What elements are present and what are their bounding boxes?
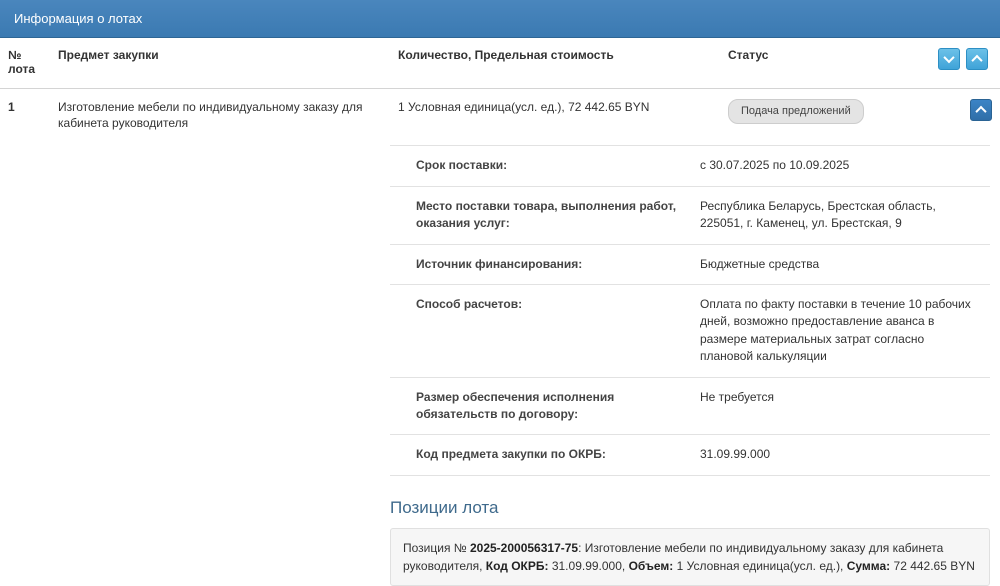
lots-table — [0, 38, 1000, 141]
detail-row-funding-source — [390, 244, 990, 284]
collapse-all-button[interactable] — [938, 48, 960, 70]
lot-details-body — [390, 146, 990, 475]
lot-status-cell — [720, 89, 1000, 142]
position-number: 2025-200056317-75 — [469, 540, 579, 555]
header-toggle-controls — [938, 48, 992, 70]
status-cell-inner — [728, 99, 992, 124]
detail-row-payment-method — [390, 284, 990, 377]
position-okrb-value: 31.09.99.000, — [548, 558, 629, 573]
column-header-quantity: Количество, Предельная стоимость — [390, 38, 720, 89]
column-header-lot-number-line2: лота — [8, 62, 36, 76]
position-description: : Изготовление мебели по индивидуальному заказу для кабинета руководителя, — [403, 540, 944, 573]
position-sum-value: 72 442.65 BYN — [890, 558, 975, 573]
column-header-lot-number-line1: № — [8, 48, 22, 62]
panel-title: Информация о лотах — [14, 11, 143, 26]
detail-label: Способ расчетов: — [416, 296, 523, 311]
lot-subject-cell: Изготовление мебели по индивидуальному заказу для кабинета руководителя — [58, 100, 363, 131]
lot-number-cell: 1 — [8, 100, 15, 114]
detail-row-performance-security — [390, 377, 990, 435]
detail-row-delivery-place — [390, 186, 990, 244]
position-volume-label: Объем: — [628, 558, 674, 573]
detail-label: Срок поставки: — [416, 158, 508, 173]
lots-table-head — [0, 38, 1000, 89]
column-header-subject: Предмет закупки — [50, 38, 390, 89]
lots-table-header-row — [0, 38, 1000, 89]
detail-value: 31.09.99.000 — [700, 447, 771, 462]
table-row — [0, 89, 1000, 142]
position-prefix: Позиция № — [403, 540, 470, 555]
detail-label: Код предмета закупки по ОКРБ: — [416, 447, 606, 462]
position-sum-label: Сумма: — [846, 558, 891, 573]
chevron-down-icon — [943, 52, 954, 63]
column-header-status — [720, 38, 1000, 89]
positions-title: Позиции лота — [390, 497, 499, 517]
detail-value: Не требуется — [700, 389, 774, 404]
lot-details-wrapper — [0, 145, 1000, 475]
position-okrb-label: Код ОКРБ: — [485, 558, 549, 573]
lot-details-table — [390, 145, 990, 475]
column-header-status-label: Статус — [728, 48, 769, 62]
lot-quantity-cell: 1 Условная единица(усл. ед.), 72 442.65 BYN — [398, 100, 650, 114]
chevron-up-icon — [975, 106, 986, 117]
panel-header — [0, 0, 1000, 38]
detail-row-okrb-code — [390, 435, 990, 475]
detail-label: Место поставки товара, выполнения работ, оказания услуг: — [416, 198, 677, 231]
list-item — [390, 528, 990, 586]
column-header-lot-number — [0, 38, 50, 89]
detail-value: Оплата по факту поставки в течение 10 рабочих дней, возможно предоставление аванса в размере материальных затрат согласно плановой калькуляции — [700, 296, 971, 364]
detail-label: Размер обеспечения исполнения обязательств по договору: — [416, 389, 615, 421]
expand-all-button[interactable] — [966, 48, 988, 70]
row-collapse-button[interactable] — [970, 99, 992, 121]
detail-value: Республика Беларусь, Брестская область, 225051, г. Каменец, ул. Брестская, 9 — [700, 198, 936, 231]
chevron-up-icon — [971, 55, 982, 66]
detail-value: с 30.07.2025 по 10.09.2025 — [700, 158, 850, 173]
detail-label: Источник финансирования: — [416, 256, 583, 271]
detail-row-delivery-term — [390, 146, 990, 186]
lots-table-body — [0, 89, 1000, 142]
detail-value: Бюджетные средства — [700, 256, 820, 271]
status-badge: Подача предложений — [728, 99, 864, 124]
position-volume-value: 1 Условная единица(усл. ед.), — [673, 558, 847, 573]
